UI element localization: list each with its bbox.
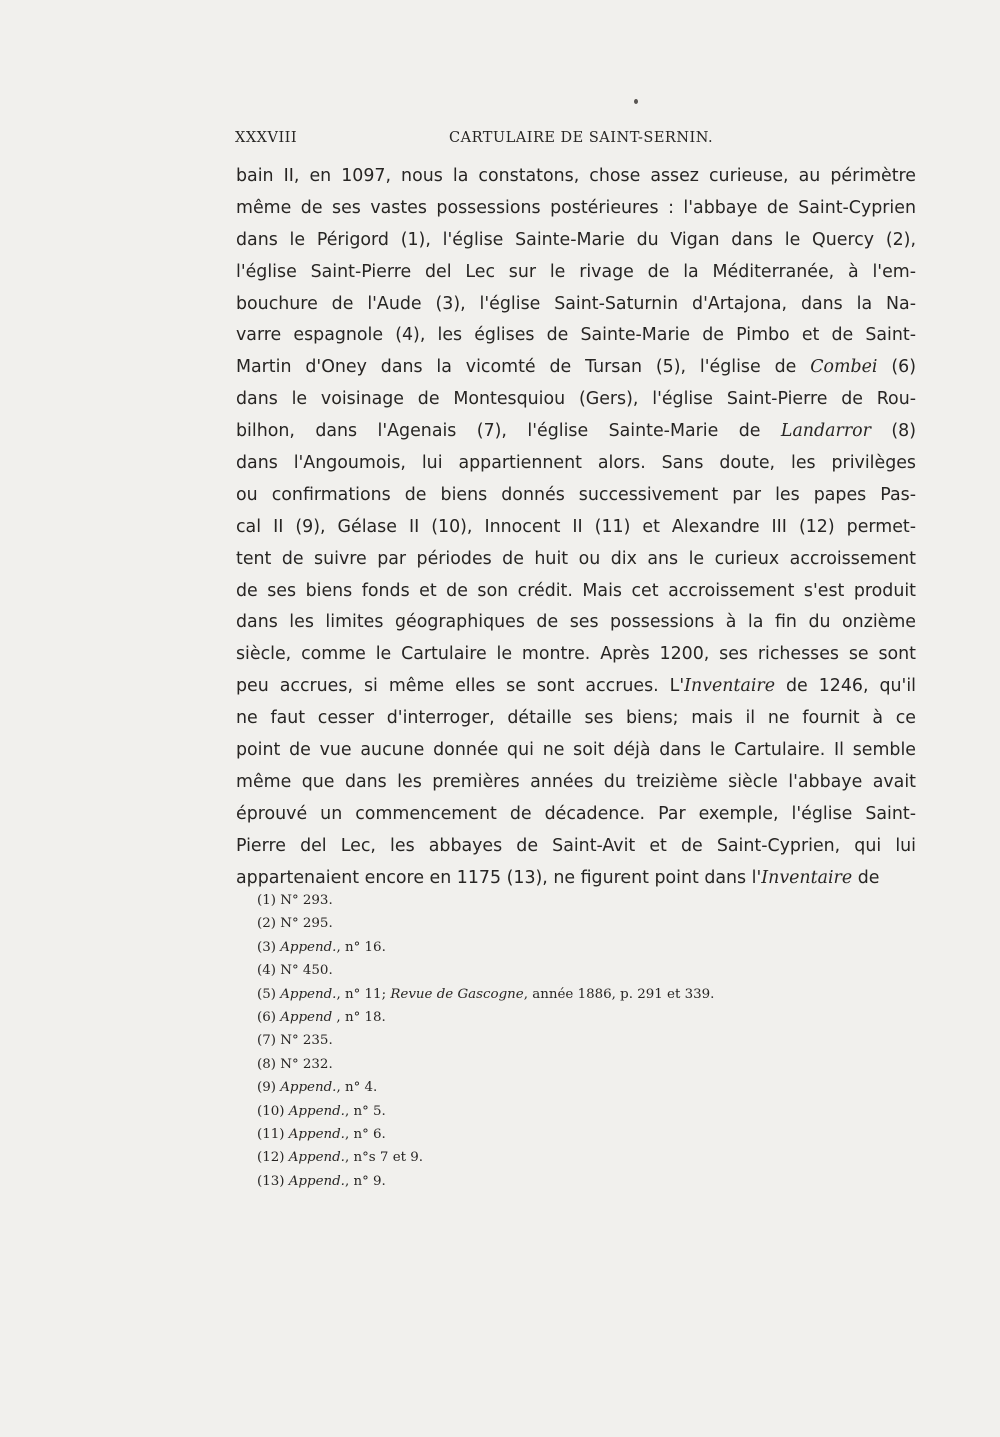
- text-line: [236, 799, 916, 831]
- text-line: [236, 289, 916, 321]
- footnote: [257, 983, 897, 1006]
- text-run: (4) N° 450.: [257, 963, 333, 979]
- text-line: [236, 576, 916, 608]
- text-run: (3): [257, 939, 281, 955]
- text-run: ne faut cesser d'interroger, détaille ses biens; mais il ne fournit à ce: [236, 708, 916, 729]
- text-run: dans l'Angoumois, lui appartiennent alors. Sans doute, les privilèges: [236, 453, 916, 474]
- text-run: bilhon, dans l'Agenais (7), l'église Sainte-Marie de: [236, 421, 781, 442]
- italic-text: Append.: [280, 986, 337, 1002]
- text-run: tent de suivre par périodes de huit ou dix ans le curieux accroissement: [236, 548, 916, 569]
- text-line: [236, 225, 916, 257]
- text-line: [236, 767, 916, 799]
- text-line: [236, 831, 916, 863]
- text-run: bouchure de l'Aude (3), l'église Saint-Saturnin d'Artajona, dans la Na-: [236, 293, 916, 314]
- text-run: peu accrues, si même elles se sont accrues. L': [236, 676, 685, 697]
- text-line: [236, 416, 916, 448]
- text-run: , n° 18.: [332, 1010, 386, 1026]
- text-run: varre espagnole (4), les églises de Sainte-Marie de Pimbo et de Saint-: [236, 325, 916, 346]
- italic-text: Append.: [288, 1173, 345, 1189]
- footnote: [257, 1123, 897, 1146]
- text-line: [236, 607, 916, 639]
- footnote: [257, 959, 897, 982]
- text-line: [236, 480, 916, 512]
- text-run: appartenaient encore en 1175 (13), ne figurent point dans l': [236, 867, 762, 888]
- text-run: (11): [257, 1127, 289, 1143]
- text-run: , année 1886, p. 291 et 339.: [523, 986, 715, 1002]
- text-run: , n° 6.: [344, 1127, 386, 1143]
- text-run: (10): [257, 1103, 289, 1119]
- text-line: [236, 352, 916, 384]
- text-run: (1) N° 293.: [257, 893, 333, 908]
- text-run: (13): [257, 1173, 289, 1189]
- text-run: ou confirmations de biens donnés successivement par les papes Pas-: [236, 484, 916, 505]
- ink-speck: [634, 99, 638, 104]
- text-run: siècle, comme le Cartulaire le montre. Après 1200, ses richesses se sont: [236, 644, 916, 665]
- italic-text: Append.: [288, 1150, 345, 1166]
- text-line: [236, 161, 916, 193]
- footnote: [257, 936, 897, 959]
- text-line: [236, 257, 916, 289]
- text-run: (9): [257, 1080, 281, 1096]
- text-run: Pierre del Lec, les abbayes de Saint-Avit et de Saint-Cyprien, qui lui: [236, 835, 916, 856]
- text-line: [236, 544, 916, 576]
- text-line: [236, 639, 916, 671]
- text-run: (8): [870, 421, 916, 442]
- italic-text: Inventaire: [684, 676, 776, 697]
- text-run: , n° 11;: [336, 986, 391, 1002]
- text-run: , n° 9.: [344, 1173, 386, 1189]
- text-run: dans le voisinage de Montesquiou (Gers), l'église Saint-Pierre de Rou-: [236, 389, 916, 410]
- text-run: (12): [257, 1150, 289, 1166]
- page-header: [235, 130, 915, 160]
- text-run: de ses biens fonds et de son crédit. Mais cet accroissement s'est produit: [236, 580, 916, 601]
- footnote: [257, 1146, 897, 1169]
- text-run: , n°s 7 et 9.: [344, 1150, 424, 1166]
- text-run: dans le Périgord (1), l'église Sainte-Marie du Vigan dans le Quercy (2),: [236, 229, 916, 250]
- italic-text: Append: [280, 1010, 333, 1026]
- running-title: CARTULAIRE DE SAINT-SERNIN.: [449, 130, 714, 146]
- text-line: [236, 703, 916, 735]
- text-line: [236, 671, 916, 703]
- text-run: , n° 4.: [336, 1080, 378, 1096]
- text-run: point de vue aucune donnée qui ne soit déjà dans le Cartulaire. Il semble: [236, 740, 916, 761]
- text-line: [236, 384, 916, 416]
- italic-text: Inventaire: [761, 867, 853, 888]
- italic-text: Revue de Gascogne: [390, 986, 524, 1002]
- text-run: (6): [877, 357, 917, 378]
- text-line: [236, 193, 916, 225]
- italic-text: Append.: [280, 1080, 337, 1096]
- text-line: [236, 512, 916, 544]
- text-run: de 1246, qu'il: [775, 676, 916, 697]
- text-run: même de ses vastes possessions postérieures : l'abbaye de Saint-Cyprien: [236, 197, 916, 218]
- footnote: [257, 912, 897, 935]
- text-run: l'église Saint-Pierre del Lec sur le rivage de la Méditerranée, à l'em-: [236, 261, 916, 282]
- italic-text: Combei: [810, 357, 878, 378]
- footnote: [257, 1170, 897, 1193]
- text-run: , n° 16.: [336, 939, 386, 955]
- italic-text: Append.: [288, 1127, 345, 1143]
- text-run: Martin d'Oney dans la vicomté de Tursan (5), l'église de: [236, 357, 811, 378]
- text-run: de: [852, 867, 880, 888]
- text-run: (5): [257, 986, 281, 1002]
- text-run: (7) N° 235.: [257, 1033, 333, 1049]
- footnote: [257, 1053, 897, 1076]
- page-number: XXXVIII: [235, 130, 298, 146]
- text-run: (8) N° 232.: [257, 1056, 333, 1072]
- body-paragraph: [236, 161, 916, 894]
- footnote: [257, 1100, 897, 1123]
- text-run: éprouvé un commencement de décadence. Par exemple, l'église Saint-: [236, 803, 916, 824]
- text-run: (2) N° 295.: [257, 916, 333, 932]
- footnote: [257, 1076, 897, 1099]
- text-run: dans les limites géographiques de ses possessions à la fin du onzième: [236, 612, 916, 633]
- text-run: , n° 5.: [344, 1103, 386, 1119]
- text-run: cal II (9), Gélase II (10), Innocent II (11) et Alexandre III (12) permet-: [236, 516, 916, 537]
- text-line: [236, 448, 916, 480]
- text-line: [236, 320, 916, 352]
- footnote: [257, 1006, 897, 1029]
- text-run: bain II, en 1097, nous la constatons, chose assez curieuse, au périmètre: [236, 166, 916, 186]
- italic-text: Landarror: [780, 421, 871, 442]
- text-line: [236, 735, 916, 767]
- footnotes: [257, 889, 897, 1193]
- italic-text: Append.: [288, 1103, 345, 1119]
- text-run: même que dans les premières années du treizième siècle l'abbaye avait: [236, 771, 916, 792]
- footnote: [257, 1029, 897, 1052]
- italic-text: Append.: [280, 939, 337, 955]
- footnote: [257, 889, 897, 912]
- text-run: (6): [257, 1010, 281, 1026]
